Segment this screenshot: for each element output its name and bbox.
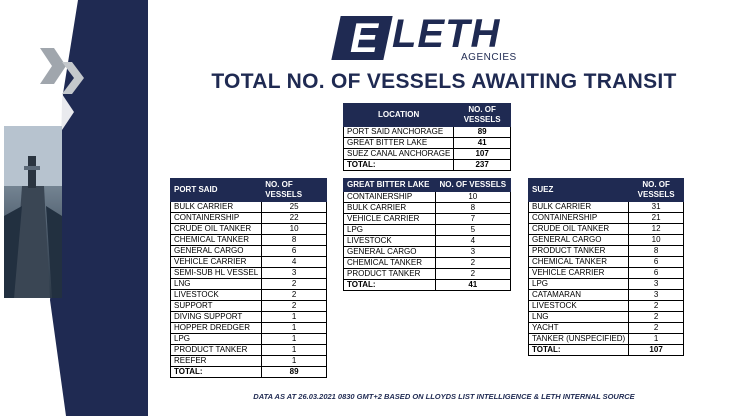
table-row [171, 334, 327, 345]
vessel-count: 4 [262, 257, 327, 268]
vessel-count: 1 [262, 312, 327, 323]
column-header: NO. OF VESSELS [435, 179, 510, 192]
vessel-type: BULK CARRIER [171, 202, 262, 213]
vessel-count: 107 [454, 149, 511, 160]
vessel-count: 8 [262, 235, 327, 246]
vessel-type: CONTAINERSHIP [171, 213, 262, 224]
page-title: TOTAL NO. OF VESSELS AWAITING TRANSIT [211, 70, 677, 93]
vessel-count: 2 [629, 323, 684, 334]
vessel-count: 6 [262, 246, 327, 257]
vessel-type: TANKER (UNSPECIFIED) [529, 334, 629, 345]
vessel-type: PRODUCT TANKER [529, 246, 629, 257]
table-row [171, 312, 327, 323]
total-row [344, 280, 511, 291]
column-header: PORT SAID [171, 179, 262, 202]
vessel-count: 2 [435, 258, 510, 269]
table-row [171, 301, 327, 312]
vessel-type: CRUDE OIL TANKER [529, 224, 629, 235]
total-label: TOTAL: [529, 345, 629, 356]
table-row [529, 235, 684, 246]
table-row [344, 225, 511, 236]
vessel-type: LNG [171, 279, 262, 290]
table-row [529, 334, 684, 345]
total-label: TOTAL: [344, 280, 436, 291]
vessel-type: LPG [171, 334, 262, 345]
table-row [529, 246, 684, 257]
logo-subtitle: AGENCIES [461, 52, 517, 63]
vessel-type: CONTAINERSHIP [344, 192, 436, 203]
table-row [529, 268, 684, 279]
total-label: TOTAL: [171, 367, 262, 378]
vessel-count: 21 [629, 213, 684, 224]
vessel-type: BULK CARRIER [529, 202, 629, 213]
total-value: 89 [262, 367, 327, 378]
table-row [171, 323, 327, 334]
column-header: NO. OF VESSELS [262, 179, 327, 202]
vessel-count: 8 [435, 203, 510, 214]
vessel-type: LIVESTOCK [529, 301, 629, 312]
location-label: GREAT BITTER LAKE [344, 138, 454, 149]
vessel-type: LPG [529, 279, 629, 290]
vessel-count: 22 [262, 213, 327, 224]
table-row [344, 203, 511, 214]
column-header: SUEZ [529, 179, 629, 202]
vessel-count: 89 [454, 127, 511, 138]
vessel-type: YACHT [529, 323, 629, 334]
column-header: GREAT BITTER LAKE [344, 179, 436, 192]
vessel-type: CHEMICAL TANKER [344, 258, 436, 269]
vessel-count: 6 [629, 257, 684, 268]
vessel-type: CONTAINERSHIP [529, 213, 629, 224]
vessel-count: 8 [629, 246, 684, 257]
location-label: PORT SAID ANCHORAGE [344, 127, 454, 138]
table-row [171, 246, 327, 257]
table-row [529, 279, 684, 290]
column-header: LOCATION [344, 104, 454, 127]
table-row [171, 279, 327, 290]
vessel-type: LNG [529, 312, 629, 323]
table-row [529, 202, 684, 213]
table-row [344, 247, 511, 258]
total-row [344, 160, 511, 171]
total-row [171, 367, 327, 378]
total-value: 237 [454, 160, 511, 171]
vessel-type: CHEMICAL TANKER [529, 257, 629, 268]
vessel-type: LIVESTOCK [171, 290, 262, 301]
vessel-type: CATAMARAN [529, 290, 629, 301]
vessel-type: LPG [344, 225, 436, 236]
table-row [529, 290, 684, 301]
table-row [344, 258, 511, 269]
side-decoration [0, 0, 148, 416]
vessel-type: REEFER [171, 356, 262, 367]
vessel-count: 6 [629, 268, 684, 279]
vessel-type: BULK CARRIER [344, 203, 436, 214]
vessel-count: 1 [262, 323, 327, 334]
data-source-footnote: DATA AS AT 26.03.2021 0830 GMT+2 BASED ON LLOYDS LIST INTELLIGENCE & LETH INTERNAL SOURCE [253, 392, 635, 401]
vessel-type: PRODUCT TANKER [344, 269, 436, 280]
table-row [171, 235, 327, 246]
total-label: TOTAL: [344, 160, 454, 171]
vessel-count: 12 [629, 224, 684, 235]
table-row [171, 290, 327, 301]
total-value: 41 [435, 280, 510, 291]
table-row [344, 149, 511, 160]
leth-agencies-logo [330, 14, 530, 64]
vessel-type: VEHICLE CARRIER [171, 257, 262, 268]
ship-photo-image [4, 126, 62, 298]
table-row [171, 224, 327, 235]
vessel-count: 41 [454, 138, 511, 149]
table-row [344, 269, 511, 280]
table-row [344, 138, 511, 149]
vessel-count: 25 [262, 202, 327, 213]
vessel-type: VEHICLE CARRIER [529, 268, 629, 279]
vessel-count: 1 [262, 334, 327, 345]
vessel-type: CRUDE OIL TANKER [171, 224, 262, 235]
summary-table [343, 103, 511, 171]
table-row [171, 257, 327, 268]
vessel-count: 1 [262, 345, 327, 356]
vessel-type: DIVING SUPPORT [171, 312, 262, 323]
vessel-type: SEMI-SUB HL VESSEL [171, 268, 262, 279]
table-row [344, 214, 511, 225]
port-said-table [170, 178, 327, 378]
vessel-type: HOPPER DREDGER [171, 323, 262, 334]
vessel-type: CHEMICAL TANKER [171, 235, 262, 246]
vessel-type: PRODUCT TANKER [171, 345, 262, 356]
vessel-count: 3 [435, 247, 510, 258]
column-header: NO. OF VESSELS [454, 104, 511, 127]
vessel-count: 2 [262, 279, 327, 290]
vessel-count: 2 [262, 290, 327, 301]
vessel-count: 10 [435, 192, 510, 203]
vessel-type: VEHICLE CARRIER [344, 214, 436, 225]
vessel-count: 4 [435, 236, 510, 247]
vessel-type: GENERAL CARGO [529, 235, 629, 246]
table-row [529, 312, 684, 323]
vessel-count: 1 [629, 334, 684, 345]
great-bitter-lake-table [343, 178, 511, 291]
vessel-count: 2 [629, 301, 684, 312]
table-row [529, 213, 684, 224]
table-row [171, 202, 327, 213]
vessel-count: 3 [629, 290, 684, 301]
table-row [344, 236, 511, 247]
chevron-icon [40, 48, 66, 84]
vessel-count: 3 [262, 268, 327, 279]
suez-table [528, 178, 684, 356]
column-header: NO. OF VESSELS [629, 179, 684, 202]
vessel-count: 2 [262, 301, 327, 312]
total-row [529, 345, 684, 356]
vessel-type: LIVESTOCK [344, 236, 436, 247]
vessel-type: GENERAL CARGO [171, 246, 262, 257]
table-row [344, 192, 511, 203]
logo-wordmark: LETH [392, 12, 501, 56]
table-row [529, 301, 684, 312]
table-row [529, 257, 684, 268]
table-row [529, 224, 684, 235]
vessel-count: 10 [629, 235, 684, 246]
vessel-count: 3 [629, 279, 684, 290]
vessel-count: 1 [262, 356, 327, 367]
vessel-count: 2 [629, 312, 684, 323]
vessel-count: 10 [262, 224, 327, 235]
table-row [529, 323, 684, 334]
vessel-type: GENERAL CARGO [344, 247, 436, 258]
location-label: SUEZ CANAL ANCHORAGE [344, 149, 454, 160]
vessel-count: 5 [435, 225, 510, 236]
vessel-type: SUPPORT [171, 301, 262, 312]
table-row [171, 213, 327, 224]
table-row [344, 127, 511, 138]
vessel-count: 31 [629, 202, 684, 213]
total-value: 107 [629, 345, 684, 356]
table-row [171, 268, 327, 279]
table-row [171, 345, 327, 356]
vessel-count: 7 [435, 214, 510, 225]
logo-letter: E [349, 14, 378, 61]
vessel-count: 2 [435, 269, 510, 280]
table-row [171, 356, 327, 367]
